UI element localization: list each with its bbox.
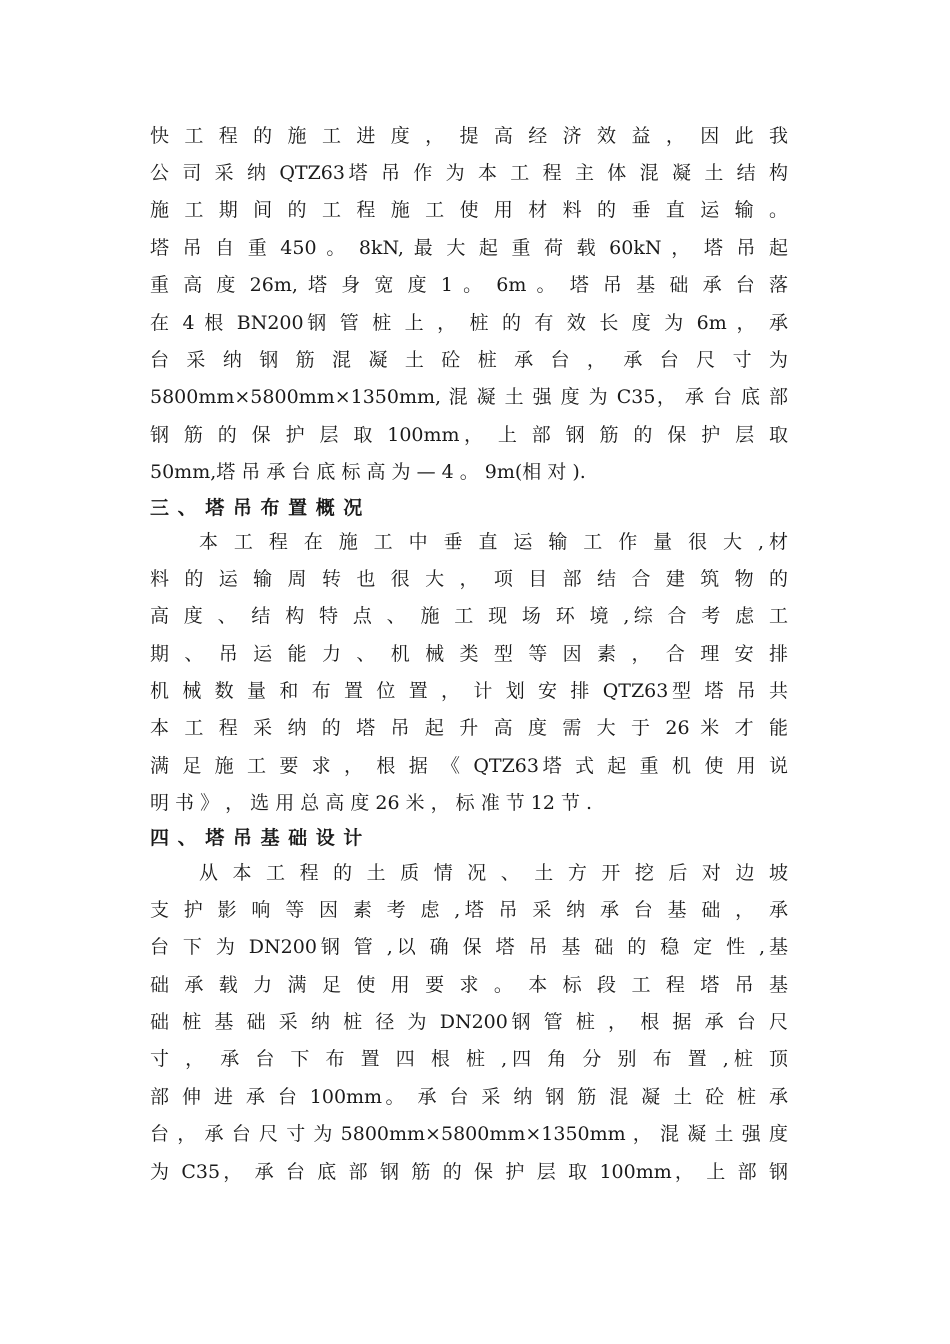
text-line: 重 高 度 26m, 塔 身 宽 度 1 。 6m 。 塔 吊 基 础 承 台 落 (150, 274, 788, 296)
text-line: 快 工 程 的 施 工 进 度 ， 提 高 经 济 效 益 ， 因 此 我 (150, 125, 788, 147)
text-line: 础 桩 基 础 采 纳 桩 径 为 DN200钢 管 桩 ， 根 据 承 台 尺 (150, 1011, 788, 1033)
text-line: 50mm,塔 吊 承 台 底 标 高 为 — 4 。 9m(相 对 ). (150, 461, 586, 483)
section-heading: 四 、 塔 吊 基 础 设 计 (150, 827, 363, 849)
text-line: 公 司 采 纳 QTZ63塔 吊 作 为 本 工 程 主 体 混 凝 土 结 构 (150, 162, 788, 184)
text-line: 础 承 载 力 满 足 使 用 要 求 。 本 标 段 工 程 塔 吊 基 (150, 974, 788, 996)
text-line: 寸 ， 承 台 下 布 置 四 根 桩 ,四 角 分 别 布 置 ,桩 顶 (150, 1048, 788, 1070)
text-line: 在 4 根 BN200钢 管 桩 上 ， 桩 的 有 效 长 度 为 6m ， 承 (150, 312, 788, 334)
text-line: 高 度 、 结 构 特 点 、 施 工 现 场 环 境 ,综 合 考 虑 工 (150, 605, 788, 627)
text-line: 台 采 纳 钢 筋 混 凝 土 砼 桩 承 台 ， 承 台 尺 寸 为 (150, 349, 788, 371)
text-line: 台 ， 承 台 尺 寸 为 5800mm×5800mm×1350mm ， 混 凝 土 强 度 (150, 1123, 788, 1145)
text-line: 支 护 影 响 等 因 素 考 虑 ,塔 吊 采 纳 承 台 基 础 ， 承 (150, 899, 788, 921)
text-line: 机 械 数 量 和 布 置 位 置 ， 计 划 安 排 QTZ63型 塔 吊 共 (150, 680, 788, 702)
text-line: 料 的 运 输 周 转 也 很 大 ， 项 目 部 结 合 建 筑 物 的 (150, 568, 788, 590)
text-line: 期 、 吊 运 能 力 、 机 械 类 型 等 因 素 ， 合 理 安 排 (150, 643, 788, 665)
text-line: 为 C35， 承 台 底 部 钢 筋 的 保 护 层 取 100mm， 上 部 钢 (150, 1161, 788, 1183)
text-line: 部 伸 进 承 台 100mm。 承 台 采 纳 钢 筋 混 凝 土 砼 桩 承 (150, 1086, 788, 1108)
text-line: 本 工 程 采 纳 的 塔 吊 起 升 高 度 需 大 于 26 米 才 能 (150, 717, 788, 739)
text-line: 塔 吊 自 重 450 。 8kN, 最 大 起 重 荷 载 60kN ， 塔 吊 起 (150, 237, 788, 259)
text-line: 台 下 为 DN200钢 管 ,以 确 保 塔 吊 基 础 的 稳 定 性 ,基 (150, 936, 788, 958)
text-line: 施 工 期 间 的 工 程 施 工 使 用 材 料 的 垂 直 运 输 。 (150, 199, 788, 221)
text-line: 本 工 程 在 施 工 中 垂 直 运 输 工 作 量 很 大 ,材 (199, 531, 788, 553)
text-line: 明 书 》 ， 选 用 总 高 度 26 米 ， 标 准 节 12 节 . (150, 792, 593, 814)
text-line: 5800mm×5800mm×1350mm, 混 凝 土 强 度 为 C35， 承 台 底 部 (150, 386, 788, 408)
text-line: 从 本 工 程 的 土 质 情 况 、 土 方 开 挖 后 对 边 坡 (199, 862, 788, 884)
text-line: 满 足 施 工 要 求 ， 根 据 《 QTZ63塔 式 起 重 机 使 用 说 (150, 755, 788, 777)
section-heading: 三 、 塔 吊 布 置 概 况 (150, 497, 363, 519)
text-line: 钢 筋 的 保 护 层 取 100mm， 上 部 钢 筋 的 保 护 层 取 (150, 424, 788, 446)
